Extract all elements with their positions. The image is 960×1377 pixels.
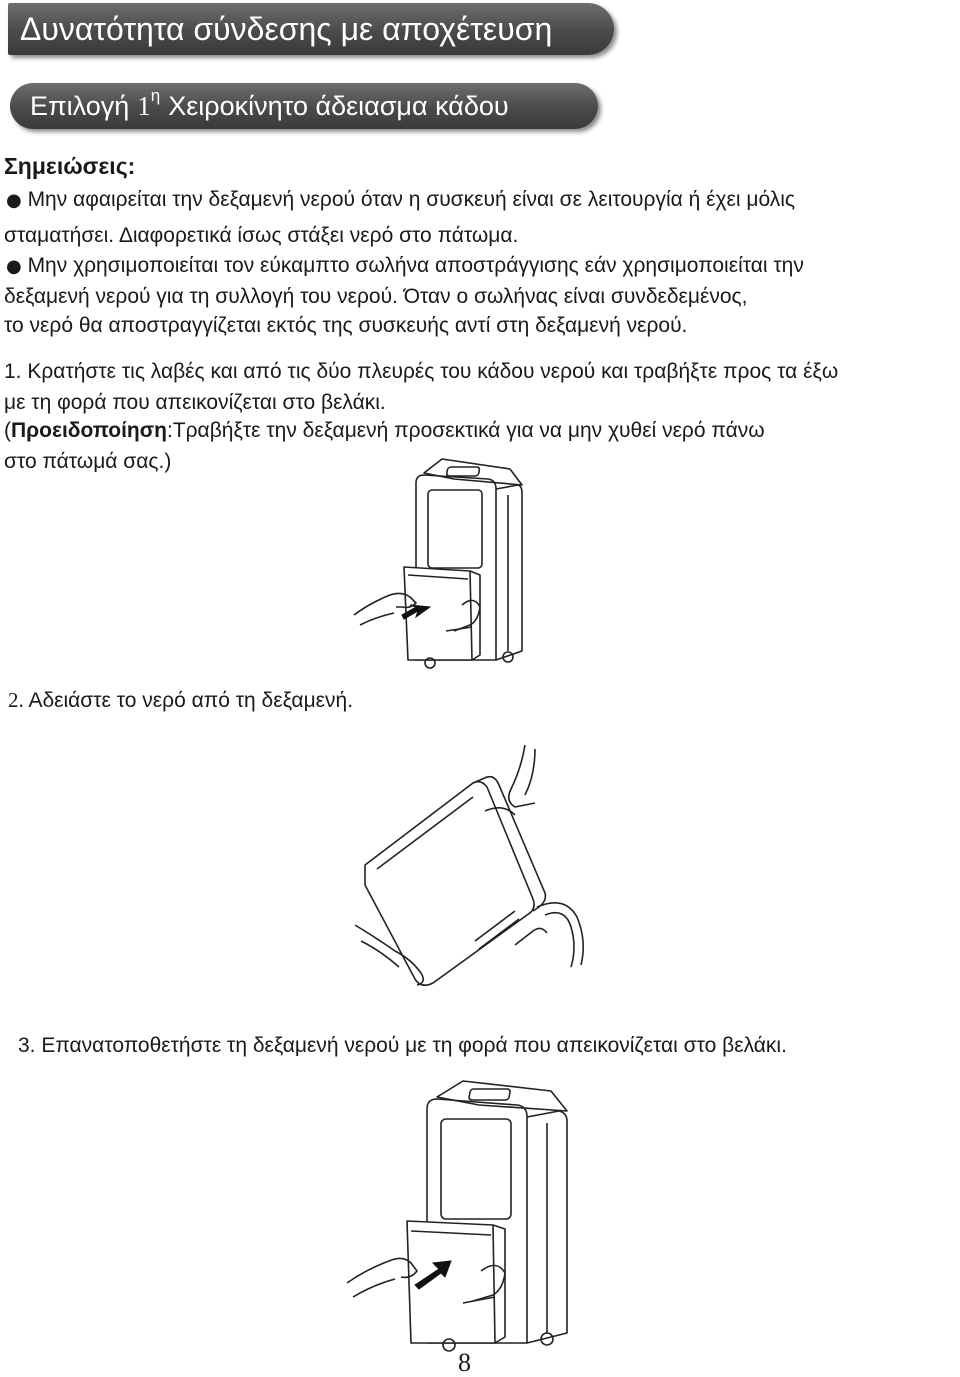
note-item-2: [6, 255, 804, 276]
figure-empty-tank: [355, 745, 595, 995]
option-label: Χειροκίνητο άδειασμα κάδου: [168, 90, 509, 121]
figure-remove-tank: [350, 455, 530, 670]
step-2-number: 2.: [8, 688, 24, 712]
bullet-icon: ●: [6, 190, 22, 211]
note-item-1: [6, 189, 795, 210]
note-line: δεξαμενή νερού για τη συλλογή του νερού. Όταν ο σωλήνας είναι συνδεδεμένος,: [4, 285, 748, 308]
warning-label: Προειδοποίηση: [11, 419, 167, 442]
note-line: Μην χρησιμοποιείται τον εύκαμπτο σωλήνα αποστράγγισης εάν χρησιμοποιείται την: [27, 254, 804, 277]
step-3-text: 3. Επανατοποθετήστε τη δεξαμενή νερού με τη φορά που απεικονίζεται στο βελάκι.: [18, 1034, 787, 1057]
warning-text-cont: στο πάτωμά σας.): [4, 450, 172, 473]
option-banner: [10, 83, 598, 129]
note-line: Μην αφαιρείται την δεξαμενή νερού όταν η συσκευή είναι σε λειτουργία ή έχει μόλις: [27, 188, 796, 211]
notes-heading: Σημειώσεις:: [4, 153, 136, 179]
option-prefix: Επιλογή: [30, 90, 130, 121]
step-2-label: Αδειάστε το νερό από τη δεξαμενή.: [28, 689, 354, 712]
step-1-text: 1. Κρατήστε τις λαβές και από τις δύο πλευρές του κάδου νερού και τραβήξτε προς τα έξω: [4, 360, 839, 383]
option-superscript: η: [150, 86, 161, 105]
section-title-banner: [8, 3, 614, 55]
step-1-text-cont: με τη φορά που απεικονίζεται στο βελάκι.: [4, 391, 386, 414]
option-number: 1: [137, 90, 151, 121]
bullet-icon: ●: [6, 256, 22, 277]
warning-body: :Τραβήξτε την δεξαμενή προσεκτικά για να μην χυθεί νερό πάνω: [166, 419, 765, 442]
section-title: Δυνατότητα σύνδεσης με αποχέτευση: [20, 10, 553, 47]
page-number: 8: [458, 1348, 471, 1377]
note-line: το νερό θα αποστραγγίζεται εκτός της συσκευής αντί στη δεξαμενή νερού.: [4, 314, 688, 337]
figure-insert-tank: [345, 1075, 580, 1355]
note-line: σταματήσει. Διαφορετικά ίσως στάξει νερό στο πάτωμα.: [4, 224, 519, 247]
step-2-text: [8, 690, 353, 711]
warning-paren: (: [4, 419, 11, 442]
warning-text: [4, 420, 765, 441]
